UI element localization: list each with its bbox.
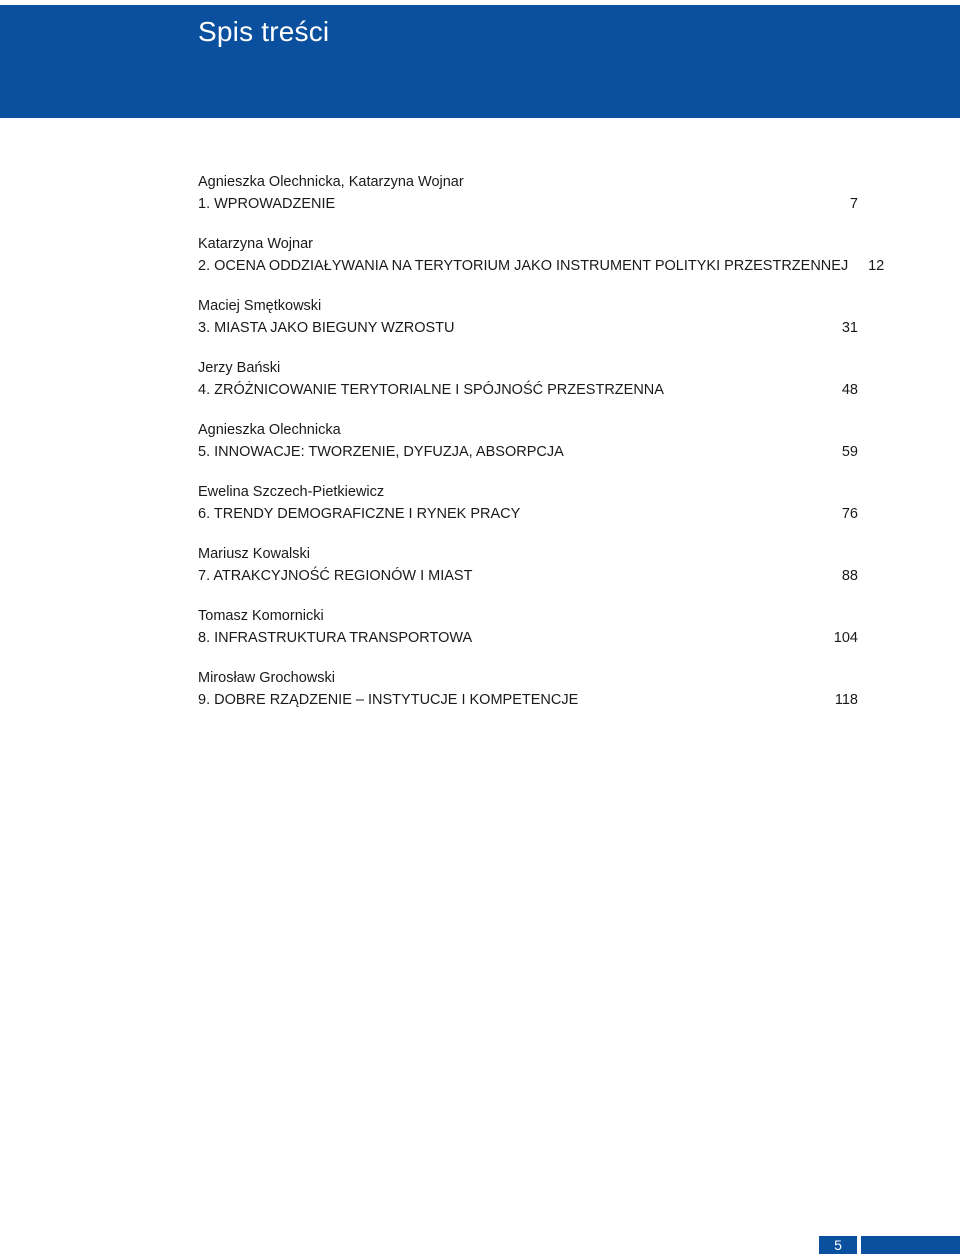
page-title: Spis treści bbox=[198, 16, 330, 47]
table-of-contents bbox=[198, 172, 885, 730]
toc-line[interactable] bbox=[198, 442, 858, 462]
toc-author: Mariusz Kowalski bbox=[198, 546, 310, 562]
toc-author: Katarzyna Wojnar bbox=[198, 236, 313, 252]
header-band bbox=[0, 5, 960, 118]
toc-page-number: 104 bbox=[833, 630, 858, 646]
toc-line[interactable] bbox=[198, 380, 858, 400]
toc-entry bbox=[198, 234, 885, 296]
toc-page-number: 59 bbox=[841, 444, 858, 460]
toc-chapter-title[interactable]: 9. DOBRE RZĄDZENIE – INSTYTUCJE I KOMPETENCJE bbox=[198, 692, 579, 708]
toc-chapter-title[interactable]: 6. TRENDY DEMOGRAFICZNE I RYNEK PRACY bbox=[198, 506, 521, 522]
toc-page-number: 88 bbox=[841, 568, 858, 584]
toc-chapter-title[interactable]: 3. MIASTA JAKO BIEGUNY WZROSTU bbox=[198, 320, 455, 336]
toc-line[interactable] bbox=[198, 566, 858, 586]
toc-line[interactable] bbox=[198, 256, 885, 276]
toc-author: Jerzy Bański bbox=[198, 360, 281, 376]
toc-entry bbox=[198, 482, 858, 544]
toc-author: Agnieszka Olechnicka, Katarzyna Wojnar bbox=[198, 174, 464, 190]
toc-author: Agnieszka Olechnicka bbox=[198, 422, 341, 438]
toc-author: Ewelina Szczech-Pietkiewicz bbox=[198, 484, 385, 500]
toc-line[interactable] bbox=[198, 690, 858, 710]
toc-chapter-title[interactable]: 7. ATRAKCYJNOŚĆ REGIONÓW I MIAST bbox=[198, 568, 473, 584]
footer-decorative-bar bbox=[861, 1236, 960, 1254]
toc-page-number: 48 bbox=[841, 382, 858, 398]
toc-page-number: 76 bbox=[841, 506, 858, 522]
toc-entry bbox=[198, 172, 858, 234]
toc-entry bbox=[198, 668, 858, 730]
toc-entry bbox=[198, 420, 858, 482]
toc-page-number: 31 bbox=[841, 320, 858, 336]
toc-page-number: 12 bbox=[868, 258, 885, 274]
toc-author: Tomasz Komornicki bbox=[198, 608, 324, 624]
toc-author: Maciej Smętkowski bbox=[198, 298, 322, 314]
toc-line[interactable] bbox=[198, 628, 858, 648]
toc-entry bbox=[198, 358, 858, 420]
footer-page-number: 5 bbox=[819, 1236, 857, 1254]
toc-line[interactable] bbox=[198, 318, 858, 338]
toc-page-number: 7 bbox=[849, 196, 858, 212]
toc-chapter-title[interactable]: 2. OCENA ODDZIAŁYWANIA NA TERYTORIUM JAKO INSTRUMENT POLITYKI PRZESTRZENNEJ bbox=[198, 258, 849, 274]
toc-line[interactable] bbox=[198, 504, 858, 524]
toc-chapter-title[interactable]: 4. ZRÓŻNICOWANIE TERYTORIALNE I SPÓJNOŚĆ PRZESTRZENNA bbox=[198, 382, 664, 398]
toc-entry bbox=[198, 606, 858, 668]
toc-chapter-title[interactable]: 8. INFRASTRUKTURA TRANSPORTOWA bbox=[198, 630, 473, 646]
toc-entry bbox=[198, 544, 858, 606]
toc-page-number: 118 bbox=[834, 692, 858, 708]
toc-chapter-title[interactable]: 1. WPROWADZENIE bbox=[198, 196, 336, 212]
toc-line[interactable] bbox=[198, 194, 858, 214]
toc-entry bbox=[198, 296, 858, 358]
toc-chapter-title[interactable]: 5. INNOWACJE: TWORZENIE, DYFUZJA, ABSORPCJA bbox=[198, 444, 564, 460]
toc-author: Mirosław Grochowski bbox=[198, 670, 335, 686]
